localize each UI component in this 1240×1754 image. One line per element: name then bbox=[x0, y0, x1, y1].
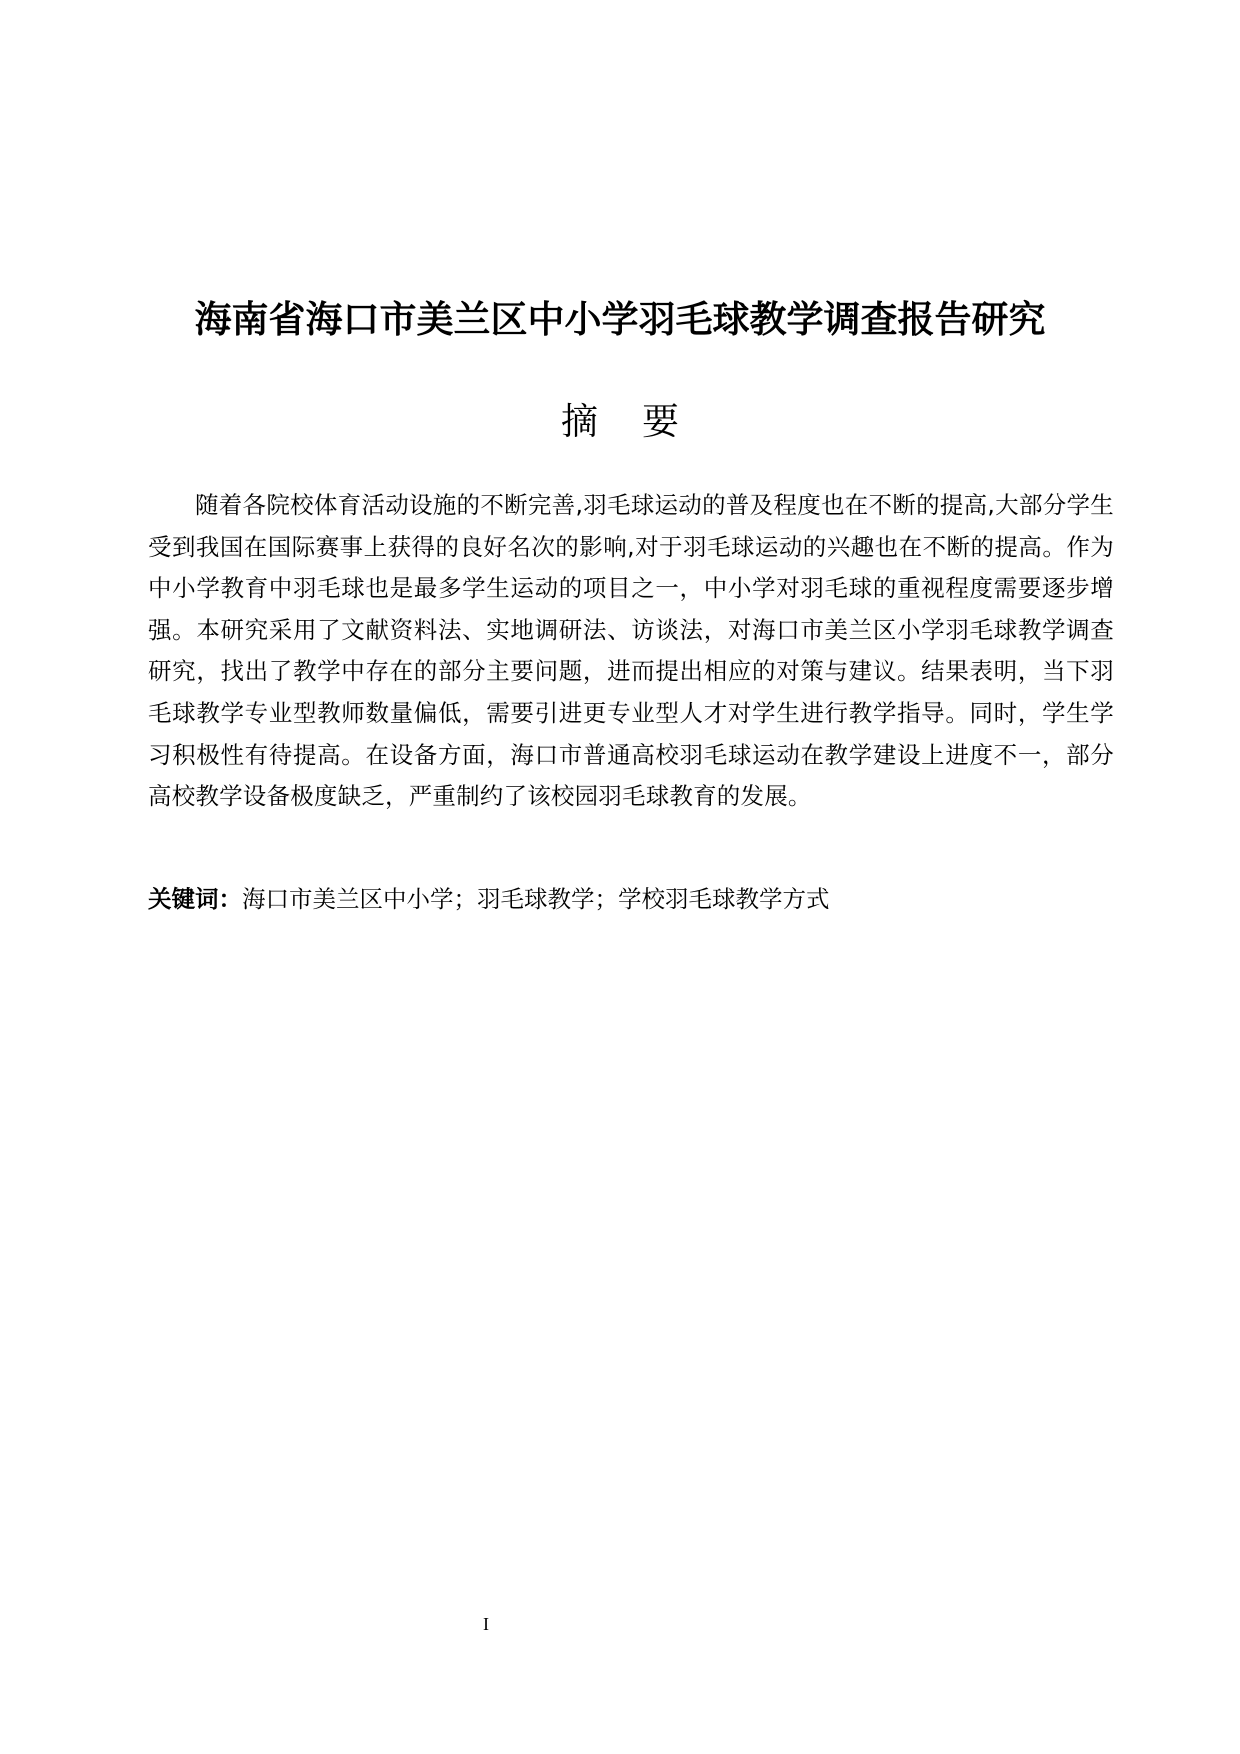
page-number: I bbox=[483, 1614, 489, 1634]
abstract-body: 随着各院校体育活动设施的不断完善,羽毛球运动的普及程度也在不断的提高,大部分学生受到我国在国际赛事上获得的良好名次的影响,对于羽毛球运动的兴趣也在不断的提高。作为中小学教育中羽毛球也是最多学生运动的项目之一，中小学对羽毛球的重视程度需要逐步增强。本研究采用了文献资料法、实地调研法、访谈法，对海口市美兰区小学羽毛球教学调查研究，找出了教学中存在的部分主要问题，进而提出相应的对策与建议。结果表明，当下羽毛球教学专业型教师数量偏低，需要引进更专业型人才对学生进行教学指导。同时，学生学习积极性有待提高。在设备方面，海口市普通高校羽毛球运动在教学建设上进度不一，部分高校教学设备极度缺乏，严重制约了该校园羽毛球教育的发展。 bbox=[148, 491, 1114, 811]
abstract-heading: 摘要 bbox=[561, 400, 723, 443]
keywords-label: 关键词： bbox=[148, 885, 242, 913]
document-title: 海南省海口市美兰区中小学羽毛球教学调查报告研究 bbox=[194, 298, 1046, 341]
keywords-line bbox=[148, 881, 1114, 917]
keywords-value: 海口市美兰区中小学；羽毛球教学；学校羽毛球教学方式 bbox=[242, 885, 830, 913]
